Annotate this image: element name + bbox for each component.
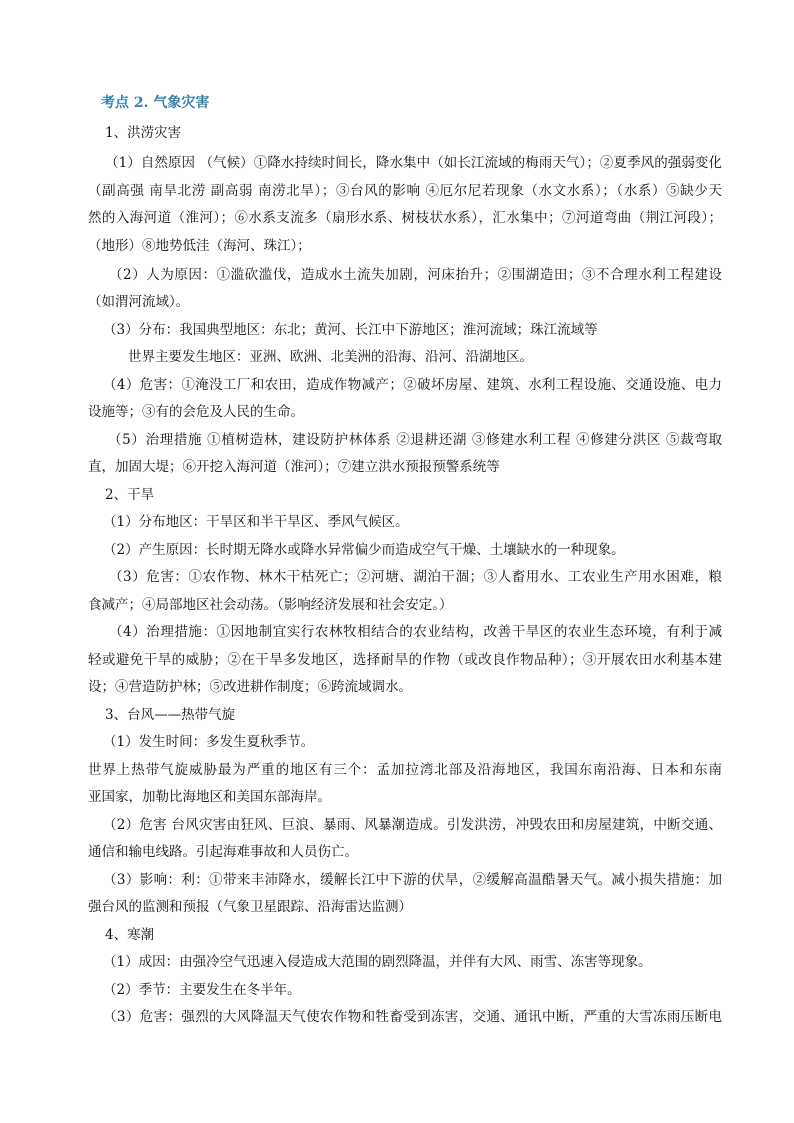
- paragraph-line: （3）影响：利：①带来丰沛降水，缓解长江中下游的伏旱，②缓解高温酷暑天气。减小损失措施：加: [103, 872, 722, 888]
- paragraph-line: 世界上热带气旋威胁最为严重的地区有三个：孟加拉湾北部及沿海地区，我国东南沿海、日本和东南: [88, 762, 722, 778]
- paragraph-line: （1）发生时间：多发生夏秋季节。: [103, 734, 315, 750]
- paragraph-line: 设；④营造防护林；⑤改进耕作制度；⑥跨流域调水。: [88, 679, 412, 695]
- section-title: 考点 2. 气象灾害: [101, 95, 210, 111]
- paragraph-line: 通信和输电线路。引起海难事故和人员伤亡。: [88, 844, 358, 860]
- paragraph-line: （2）危害 台风灾害由狂风、巨浪、暴雨、风暴潮造成。引发洪涝，冲毁农田和房屋建筑，中断交通、: [103, 817, 722, 833]
- paragraph-line: （3）危害：强烈的大风降温天气使农作物和牲畜受到冻害，交通、通讯中断，严重的大雪冻雨压断电: [103, 1009, 722, 1025]
- heading-flood: 1、洪涝灾害: [105, 125, 182, 141]
- paragraph-line: （2）人为原因：①滥砍滥伐，造成水土流失加剧，河床抬升；②围湖造田；③不合理水利工程建设: [109, 267, 722, 283]
- paragraph-line: （5）治理措施 ①植树造林，建设防护林体系 ②退耕还湖 ③修建水利工程 ④修建分洪区 ⑤裁弯取: [108, 432, 722, 448]
- paragraph-line: （1）成因：由强冷空气迅速入侵造成大范围的剧烈降温，并伴有大风、雨雪、冻害等现象。: [103, 954, 652, 970]
- paragraph-line: （如渭河流域）。: [88, 294, 190, 310]
- paragraph-line: （1）分布地区：干旱区和半干旱区、季风气候区。: [103, 514, 409, 530]
- paragraph-line: （3）危害：①农作物、林木干枯死亡；②河塘、湖泊干涸；③人畜用水、工农业生产用水困难，粮: [109, 569, 722, 585]
- paragraph-line: 设施等；③有的会危及人民的生命。: [88, 404, 304, 420]
- paragraph-line: 强台风的监测和预报（气象卫星跟踪、沿海雷达监测）: [88, 899, 412, 915]
- heading-cold-wave: 4、寒潮: [105, 927, 155, 943]
- paragraph-line: （2）产生原因：长时期无降水或降水异常偏少而造成空气干燥、土壤缺水的一种现象。: [103, 542, 625, 558]
- paragraph-line: 世界主要发生地区：亚洲、欧洲、北美洲的沿海、沿河、沿湖地区。: [128, 349, 533, 365]
- paragraph-line: （1）自然原因 （气候）①降水持续时间长，降水集中（如长江流域的梅雨天气）；②夏季风的强弱变化: [105, 155, 722, 171]
- paragraph-line: 食减产；④局部地区社会动荡。（影响经济发展和社会安定。）: [88, 597, 453, 613]
- paragraph-line: （2）季节：主要发生在冬半年。: [103, 982, 301, 998]
- paragraph-line: （副高强 南旱北涝 副高弱 南涝北旱）；③台风的影响 ④厄尔尼若现象（水文水系）；（水系）⑤缺少天: [88, 183, 722, 199]
- paragraph-line: 亚国家，加勒比海地区和美国东部海岸。: [88, 789, 331, 805]
- paragraph-line: 直，加固大堤；⑥开挖入海河道（淮河）；⑦建立洪水预报预警系统等: [88, 459, 500, 475]
- paragraph-line: （4）治理措施：①因地制宜实行农林牧相结合的农业结构，改善干旱区的农业生态环境，有利于减: [109, 624, 722, 640]
- heading-drought: 2、干旱: [105, 487, 155, 503]
- heading-typhoon: 3、台风——热带气旋: [105, 707, 236, 723]
- paragraph-line: 轻或避免干旱的威胁；②在干旱多发地区，选择耐旱的作物（或改良作物品种）；③开展农田水利基本建: [88, 652, 722, 668]
- paragraph-line: （3）分布：我国典型地区：东北；黄河、长江中下游地区；淮河流域；珠江流域等: [103, 322, 598, 338]
- paragraph-line: 然的入海河道（淮河）；⑥水系支流多（扇形水系、树枝状水系），汇水集中；⑦河道弯曲（荆江河段）；: [88, 210, 722, 226]
- paragraph-line: （4）危害：①淹没工厂和农田，造成作物减产；②破坏房屋、建筑、水利工程设施、交通设施、电力: [103, 377, 722, 393]
- paragraph-line: （地形）⑧地势低洼（海河、珠江）；: [88, 238, 311, 254]
